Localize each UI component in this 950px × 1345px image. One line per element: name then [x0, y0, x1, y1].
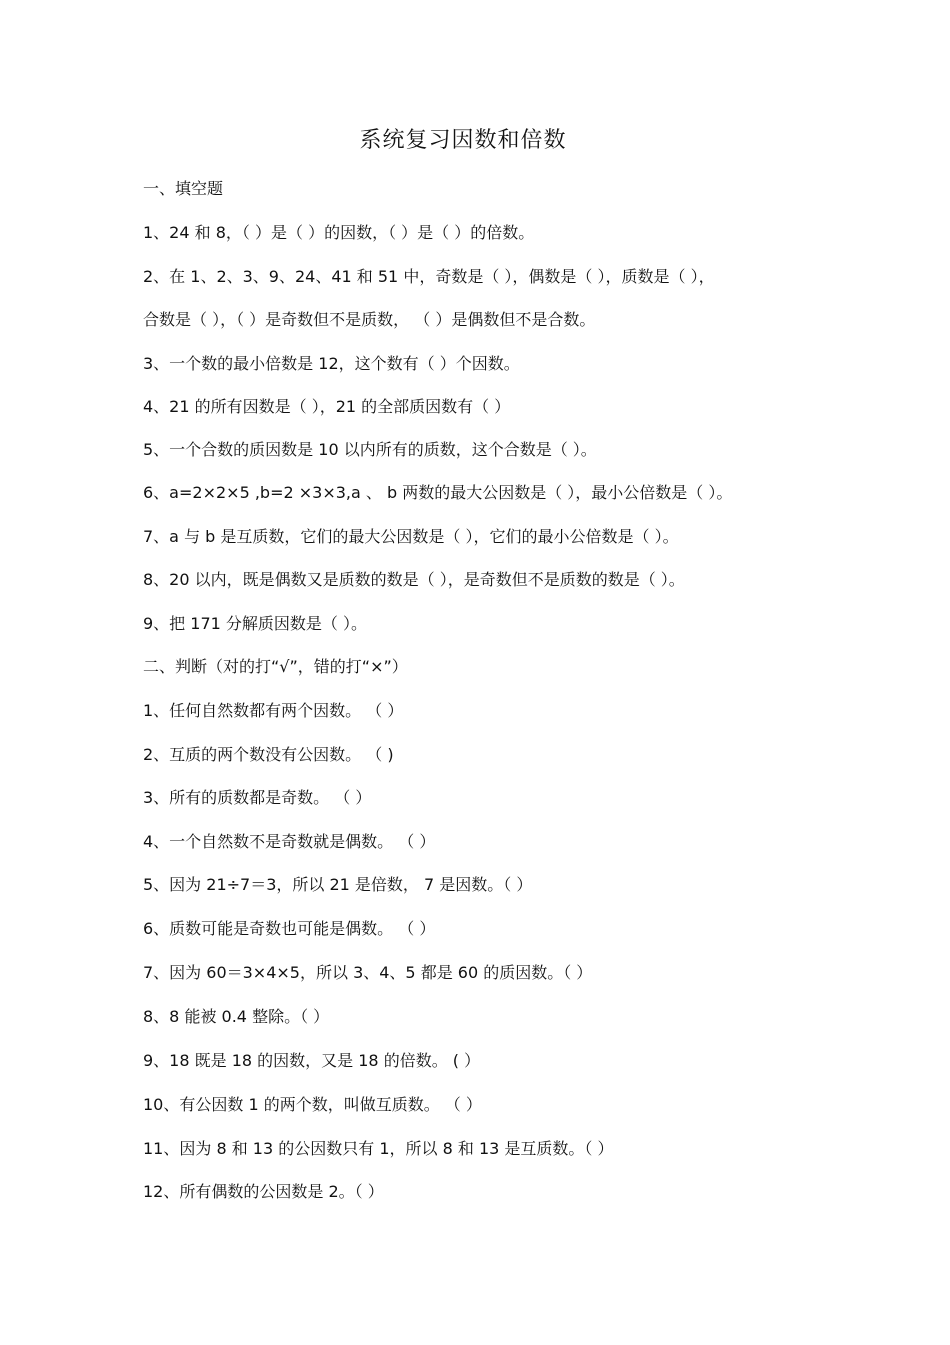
fill-blank-item: 8、20 以内，既是偶数又是质数的数是（ ），是奇数但不是质数的数是（ ）。: [143, 570, 685, 589]
fill-blank-item: 4、21 的所有因数是（ ），21 的全部质因数有（ ）: [143, 397, 511, 416]
section-heading-fill-blank: 一、填空题: [143, 179, 224, 198]
judgement-item: 12、所有偶数的公因数是 2。（ ）: [143, 1182, 384, 1201]
section-heading-judgement: 二、判断（对的打“√”，错的打“×”）: [143, 657, 408, 676]
judgement-item: 10、有公因数 1 的两个数，叫做互质数。 （ ）: [143, 1095, 482, 1114]
fill-blank-item: 1、24 和 8，（ ）是（ ）的因数，（ ）是（ ）的倍数。: [143, 223, 535, 242]
fill-blank-item: 9、把 171 分解质因数是（ ）。: [143, 614, 367, 633]
judgement-item: 11、因为 8 和 13 的公因数只有 1，所以 8 和 13 是互质数。（ ）: [143, 1139, 614, 1158]
fill-blank-item: 6、a=2×2×5 ,b=2 ×3×3,a 、 b 两数的最大公因数是（ ），最小公倍数是（ ）。: [143, 483, 733, 502]
judgement-item: 2、互质的两个数没有公因数。 （ ): [143, 745, 394, 764]
judgement-item: 1、任何自然数都有两个因数。 （ ）: [143, 701, 404, 720]
fill-blank-item: 2、在 1、2、3、9、24、41 和 51 中，奇数是（ ），偶数是（ ），质数是（ ），: [143, 267, 715, 286]
judgement-item: 7、因为 60＝3×4×5，所以 3、4、5 都是 60 的质因数。（ ）: [143, 963, 593, 982]
judgement-item: 5、因为 21÷7＝3，所以 21 是倍数， 7 是因数。（ ）: [143, 875, 533, 894]
fill-blank-item-continued: 合数是（ ），（ ）是奇数但不是质数， （ ）是偶数但不是合数。: [143, 310, 596, 329]
fill-blank-item: 5、一个合数的质因数是 10 以内所有的质数，这个合数是（ ）。: [143, 440, 597, 459]
judgement-item: 6、质数可能是奇数也可能是偶数。 （ ）: [143, 919, 436, 938]
document-title: 系统复习因数和倍数: [359, 128, 567, 153]
fill-blank-item: 7、a 与 b 是互质数，它们的最大公因数是（ ），它们的最小公倍数是（ ）。: [143, 527, 679, 546]
judgement-item: 8、8 能被 0.4 整除。（ ）: [143, 1007, 330, 1026]
judgement-item: 3、所有的质数都是奇数。 （ ）: [143, 788, 372, 807]
judgement-item: 9、18 既是 18 的因数，又是 18 的倍数。 ( ）: [143, 1051, 481, 1070]
judgement-item: 4、一个自然数不是奇数就是偶数。 （ ）: [143, 832, 436, 851]
fill-blank-item: 3、一个数的最小倍数是 12，这个数有（ ）个因数。: [143, 354, 520, 373]
